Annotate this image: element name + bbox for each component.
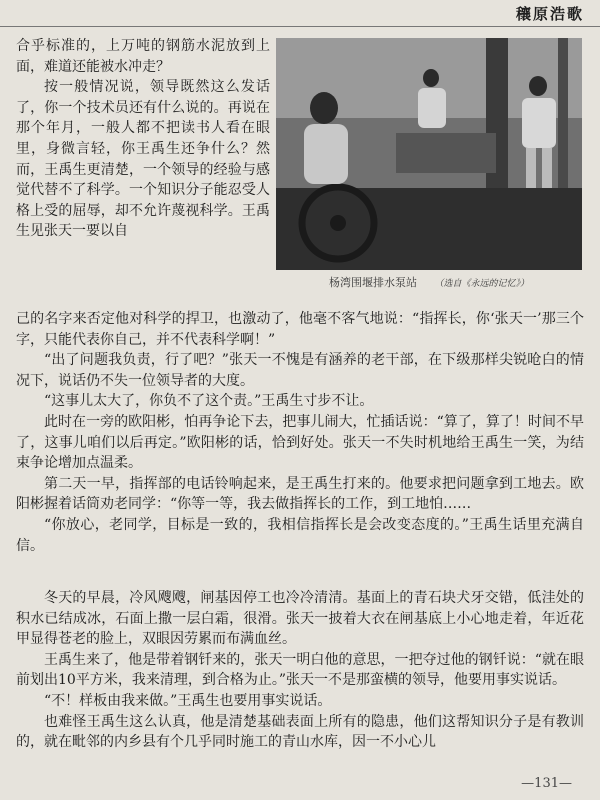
- paragraph: 此时在一旁的欧阳彬，怕再争论下去，把事儿闹大，忙插话说：“算了，算了！时间不早了，这事儿咱们以后再定。”欧阳彬的话，恰到好处。张天一不失时机地给王禹生一笑，为结束争论增加点温柔。: [16, 413, 584, 472]
- caption-source: （选自《永远的记忆》）: [434, 279, 529, 289]
- paragraph: “出了问题我负责，行了吧？”张天一不愧是有涵养的老干部，在下级那样尖锐呛白的情况下，说话仍不失一位领导者的大度。: [16, 352, 584, 389]
- body-text-upper: [16, 309, 584, 556]
- photo-caption: [276, 274, 582, 290]
- pump-station-photo: [276, 38, 582, 270]
- photo-illustration: [276, 38, 582, 270]
- paragraph: 也难怪王禹生这么认真，他是清楚基础表面上所有的隐患，他们这帮知识分子是有教训的，就在毗邻的内乡县有个几乎同时施工的青山水库，因一不小心儿: [16, 713, 584, 751]
- paragraph: 合乎标准的，上万吨的钢筋水泥放到上面，难道还能被水冲走？: [16, 38, 270, 75]
- page-number: —131—: [521, 776, 572, 791]
- left-column-text: [16, 36, 270, 242]
- paragraph: “不！样板由我来做。”王禹生也要用事实说话。: [44, 692, 332, 709]
- paragraph: 冬天的早晨，冷风飕飕，闸基因停工也冷冷清清。基面上的青石块犬牙交错，低洼处的积水已结成冰，石面上撒一层白霜，很滑。张天一披着大衣在闸基底上小心地走着，年近花甲显得苍老的脸上，双眼因劳累而布满血丝。: [16, 590, 584, 648]
- paragraph: 己的名字来否定他对科学的捍卫，也激动了，他毫不客气地说：“指挥长，你‘张天一’那三个字，只能代表你自己，并不代表科学啊！”: [16, 311, 584, 348]
- running-title: 穰原浩歌: [515, 5, 584, 23]
- body-text-lower: [16, 588, 584, 753]
- page-header: [0, 0, 600, 27]
- paragraph: “你放心，老同学，目标是一致的，我相信指挥长是会改变态度的。”王禹生话里充满自信。: [16, 516, 584, 554]
- paragraph: “这事儿太大了，你负不了这个责。”王禹生寸步不让。: [44, 393, 374, 410]
- caption-text: 杨湾围堰排水泵站: [328, 276, 417, 289]
- paragraph: 第二天一早，指挥部的电话铃响起来，是王禹生打来的。他要求把问题拿到工地去。欧阳彬握着话筒劝老同学：“你等一等，我去做指挥长的工作，到工地怕……: [16, 475, 584, 513]
- paragraph: 按一般情况说，领导既然这么发话了，你一个技术员还有什么说的。再说在那个年月，一般人都不把读书人看在眼里，身微言轻，你王禹生还争什么？然而，王禹生更清楚，一个领导的经验与感觉代替不了科学。一个知识分子能忍受人格上受的屈辱，却不允许蔑视科学。王禹生见张天一要以自: [16, 79, 270, 240]
- paragraph: 王禹生来了，他是带着钢钎来的，张天一明白他的意思，一把夺过他的钢钎说：“就在眼前划出10平方米，我来清理，到合格为止。”张天一不是那蛮横的领导，他要用事实说话。: [16, 651, 584, 689]
